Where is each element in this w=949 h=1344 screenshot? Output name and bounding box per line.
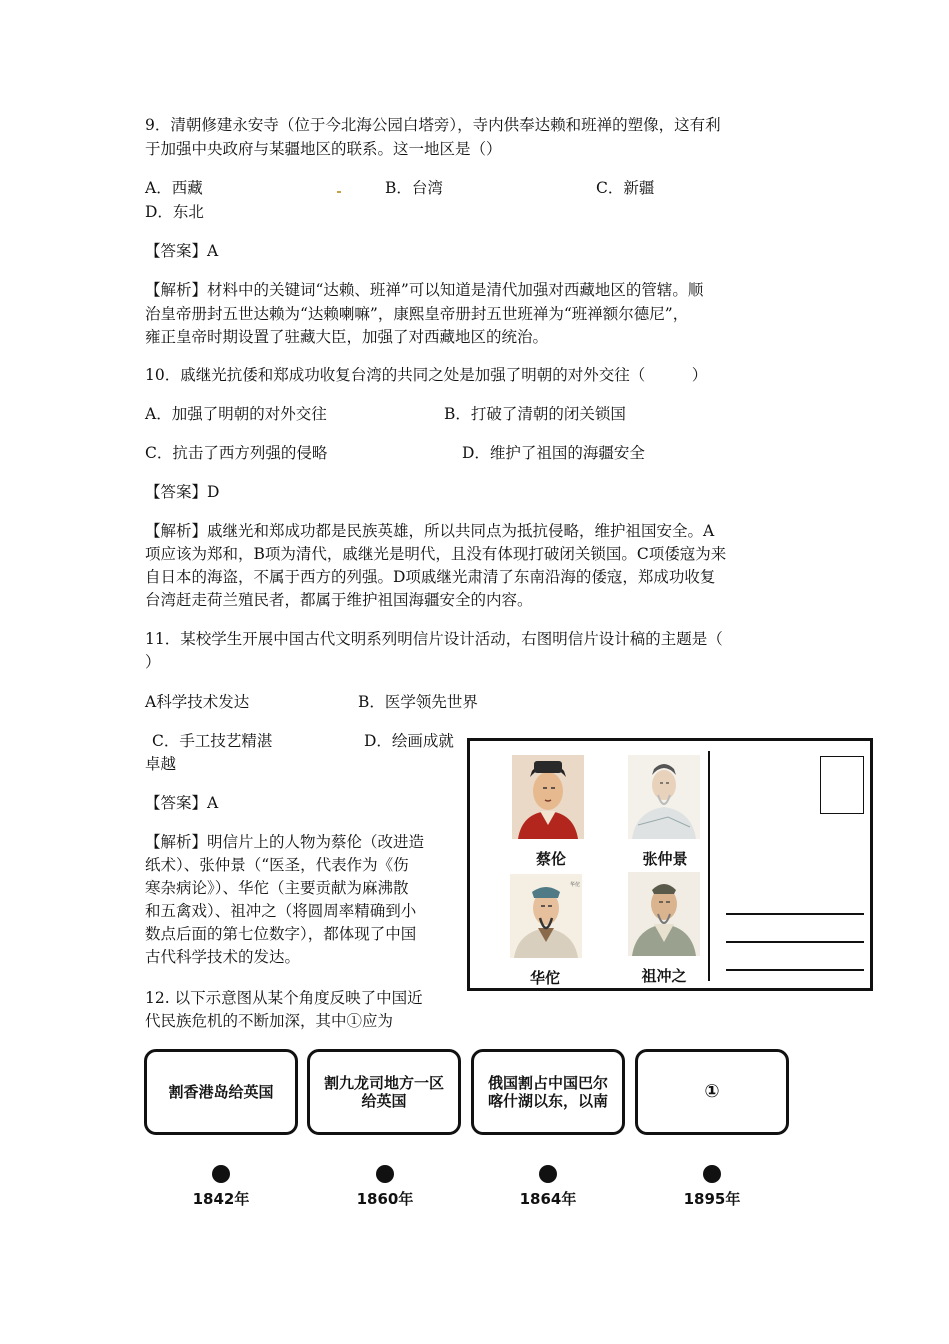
q11-option-d-cont: 卓越 xyxy=(145,755,177,773)
postcard-address-line-1 xyxy=(726,913,864,915)
q9-option-d: D．东北 xyxy=(145,203,204,221)
portrait-cai-lun xyxy=(512,755,584,839)
svg-text:华佗: 华佗 xyxy=(570,882,581,888)
postcard-name-zu-chongzhi: 祖冲之 xyxy=(641,967,687,985)
postcard-stamp-box xyxy=(820,756,864,814)
q11-stem-line2: ） xyxy=(145,653,161,671)
q10-analysis-line4: 台湾赶走荷兰殖民者，都属于维护祖国海疆安全的内容。 xyxy=(145,591,533,609)
q11-option-a: A科学技术发达 xyxy=(145,693,250,711)
portrait-zu-chongzhi xyxy=(628,872,700,956)
stray-mark xyxy=(337,191,341,193)
q11-answer: 【答案】A xyxy=(145,794,219,812)
timeline-box-1864: 俄国割占中国巴尔喀什湖以东，以南 xyxy=(471,1049,625,1135)
postcard-address-line-2 xyxy=(726,941,864,943)
q11-analysis-line5: 数点后面的第七位数字），都体现了中国 xyxy=(145,925,417,943)
postcard-name-hua-tuo: 华佗 xyxy=(529,969,560,987)
timeline-box-1860: 割九龙司地方一区给英国 xyxy=(307,1049,461,1135)
q12-stem-line1: 12. 以下示意图从某个角度反映了中国近 xyxy=(145,989,423,1007)
q10-option-a: A．加强了明朝的对外交往 xyxy=(145,405,327,423)
q9-analysis-line1: 【解析】材料中的关键词“达赖、班禅”可以知道是清代加强对西藏地区的管辖。顺 xyxy=(145,281,704,299)
q10-answer: 【答案】D xyxy=(145,483,220,501)
q10-analysis-line2: 项应该为郑和，B项为清代，戚继光是明代，且没有体现打破闭关锁国。C项倭寇为来 xyxy=(145,545,727,563)
q9-answer: 【答案】A xyxy=(145,242,219,260)
q9-stem-line1: 9．清朝修建永安寺（位于今北海公园白塔旁），寺内供奉达赖和班禅的塑像，这有利 xyxy=(145,116,721,134)
q11-analysis-line2: 纸术）、张仲景（“医圣，代表作为《伤 xyxy=(145,856,409,874)
timeline-year-1860: 1860年 xyxy=(356,1190,414,1208)
q9-option-a: A．西藏 xyxy=(145,179,203,197)
q11-option-d: D．绘画成就 xyxy=(364,732,454,750)
q11-analysis-line4: 和五禽戏）、祖冲之（将圆周率精确到小 xyxy=(145,902,417,920)
timeline-dot-1860 xyxy=(376,1165,394,1183)
postcard xyxy=(467,738,873,991)
timeline-year-1864: 1864年 xyxy=(519,1190,577,1208)
q10-analysis-line1: 【解析】戚继光和郑成功都是民族英雄，所以共同点为抵抗侵略，维护祖国安全。A xyxy=(145,522,715,540)
q9-analysis-line2: 治皇帝册封五世达赖为“达赖喇嘛”，康熙皇帝册封五世班禅为“班禅额尔德尼”， xyxy=(145,305,689,323)
q9-option-b: B．台湾 xyxy=(385,179,443,197)
timeline-box-blank: ① xyxy=(635,1049,789,1135)
postcard-address-line-3 xyxy=(726,969,864,971)
q9-option-c: C．新疆 xyxy=(596,179,655,197)
timeline-box-1842: 割香港岛给英国 xyxy=(144,1049,298,1135)
timeline-dot-1864 xyxy=(539,1165,557,1183)
q12-stem-line2: 代民族危机的不断加深，其中①应为 xyxy=(145,1012,394,1030)
timeline-year-1842: 1842年 xyxy=(192,1190,250,1208)
q10-stem: 10．戚继光抗倭和郑成功收复台湾的共同之处是加强了明朝的对外交往（ ） xyxy=(145,366,708,384)
q10-option-d: D．维护了祖国的海疆安全 xyxy=(462,444,645,462)
q11-option-c: C．手工技艺精湛 xyxy=(152,732,273,750)
portrait-zhang-zhongjing xyxy=(628,755,700,839)
timeline-dot-1895 xyxy=(703,1165,721,1183)
portrait-hua-tuo xyxy=(510,874,582,958)
postcard-name-zhang-zhongjing: 张仲景 xyxy=(642,850,688,868)
q11-stem-line1: 11．某校学生开展中国古代文明系列明信片设计活动，右图明信片设计稿的主题是（ xyxy=(145,630,723,648)
timeline-year-1895: 1895年 xyxy=(683,1190,741,1208)
q11-option-b: B．医学领先世界 xyxy=(358,693,478,711)
postcard-divider xyxy=(708,751,710,981)
q9-stem-line2: 于加强中央政府与某疆地区的联系。这一地区是（） xyxy=(145,140,502,158)
q11-analysis-line1: 【解析】明信片上的人物为蔡伦（改进造 xyxy=(145,833,425,851)
q10-option-b: B．打破了清朝的闭关锁国 xyxy=(444,405,626,423)
q10-analysis-line3: 自日本的海盗，不属于西方的列强。D项戚继光肃清了东南沿海的倭寇，郑成功收复 xyxy=(145,568,716,586)
q10-option-c: C．抗击了西方列强的侵略 xyxy=(145,444,328,462)
postcard-name-cai-lun: 蔡伦 xyxy=(535,850,566,868)
q9-analysis-line3: 雍正皇帝时期设置了驻藏大臣，加强了对西藏地区的统治。 xyxy=(145,328,549,346)
q11-analysis-line3: 寒杂病论》）、华佗（主要贡献为麻沸散 xyxy=(145,879,409,897)
q11-analysis-line6: 古代科学技术的发达。 xyxy=(145,948,301,966)
timeline-dot-1842 xyxy=(212,1165,230,1183)
